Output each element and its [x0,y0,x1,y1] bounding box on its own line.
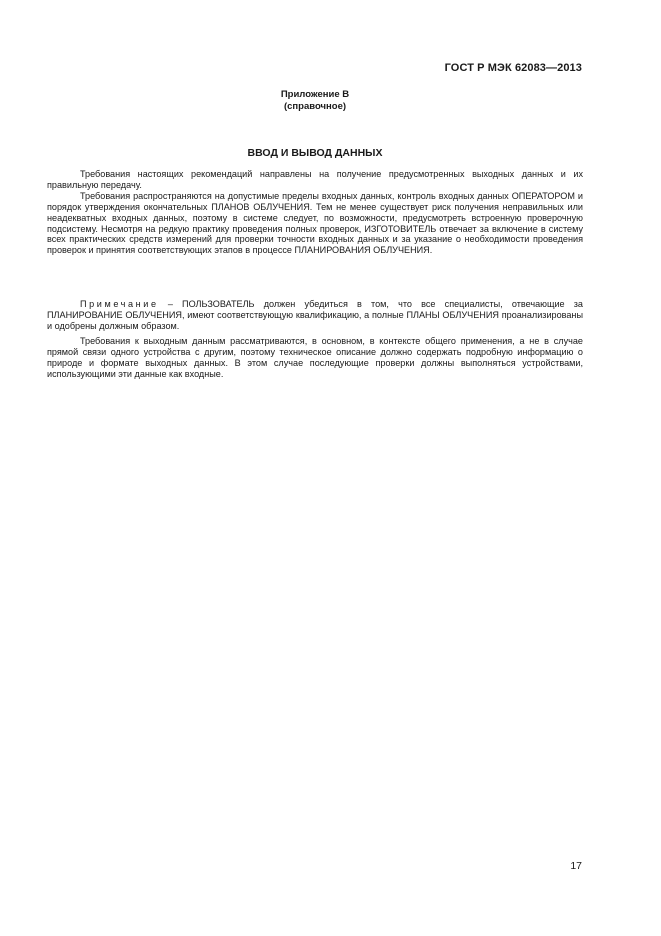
note-paragraph [47,299,583,332]
paragraph-output-requirements: Требования настоящих рекомендаций направлены на получение предусмотренных выходных данных и их правильную передачу. [47,169,583,190]
annex-subtitle: (справочное) [283,101,347,112]
note-block [47,299,583,332]
section-title: ВВОД И ВЫВОД ДАННЫХ [247,147,383,159]
note-label: Примечание [80,299,159,309]
annex-title: Приложение В [280,89,350,100]
body-text-block [47,169,583,256]
standard-code: ГОСТ Р МЭК 62083—2013 [444,62,582,74]
note-text: – ПОЛЬЗОВАТЕЛЬ должен убедиться в том, что все специалисты, отвечающие за ПЛАНИРОВАНИЕ ОБЛУЧЕНИЯ, имеют соответствующую квалификацию, а полные ПЛАНЫ ОБЛУЧЕНИЯ проанализированы и одобрены должным образом. [47,299,583,331]
annex-heading [200,89,430,113]
output-data-block [47,336,583,380]
paragraph-output-data-context: Требования к выходным данным рассматриваются, в основном, в контексте общего применения, а не в случае прямой связи одного устройства с другим, поэтому техническое описание должно содержать подробную информацию о природе и формате выходных данных. В этом случае последующие проверки должны выполняться устройствами, использующими эти данные как входные. [47,336,583,379]
page-number: 17 [570,860,582,872]
paragraph-input-data-limits: Требования распространяются на допустимые пределы входных данных, контроль входных данных ОПЕРАТОРОМ и порядок утверждения окончательных ПЛАНОВ ОБЛУЧЕНИЯ. Тем не менее существует риск получения неправильных или неадекватных входных данных, поэтому в системе следует, по возможности, предусмотреть встроенную проверочную подсистему. Несмотря на редкую практику проведения полных проверок, ИЗГОТОВИТЕЛЬ отвечает за включение в систему всех практических средств измерений для проверки точности входных данных и за указание о необходимости проведения проверок и принятия соответствующих этапов в процессе ПЛАНИРОВАНИЯ ОБЛУЧЕНИЯ. [47,190,583,256]
